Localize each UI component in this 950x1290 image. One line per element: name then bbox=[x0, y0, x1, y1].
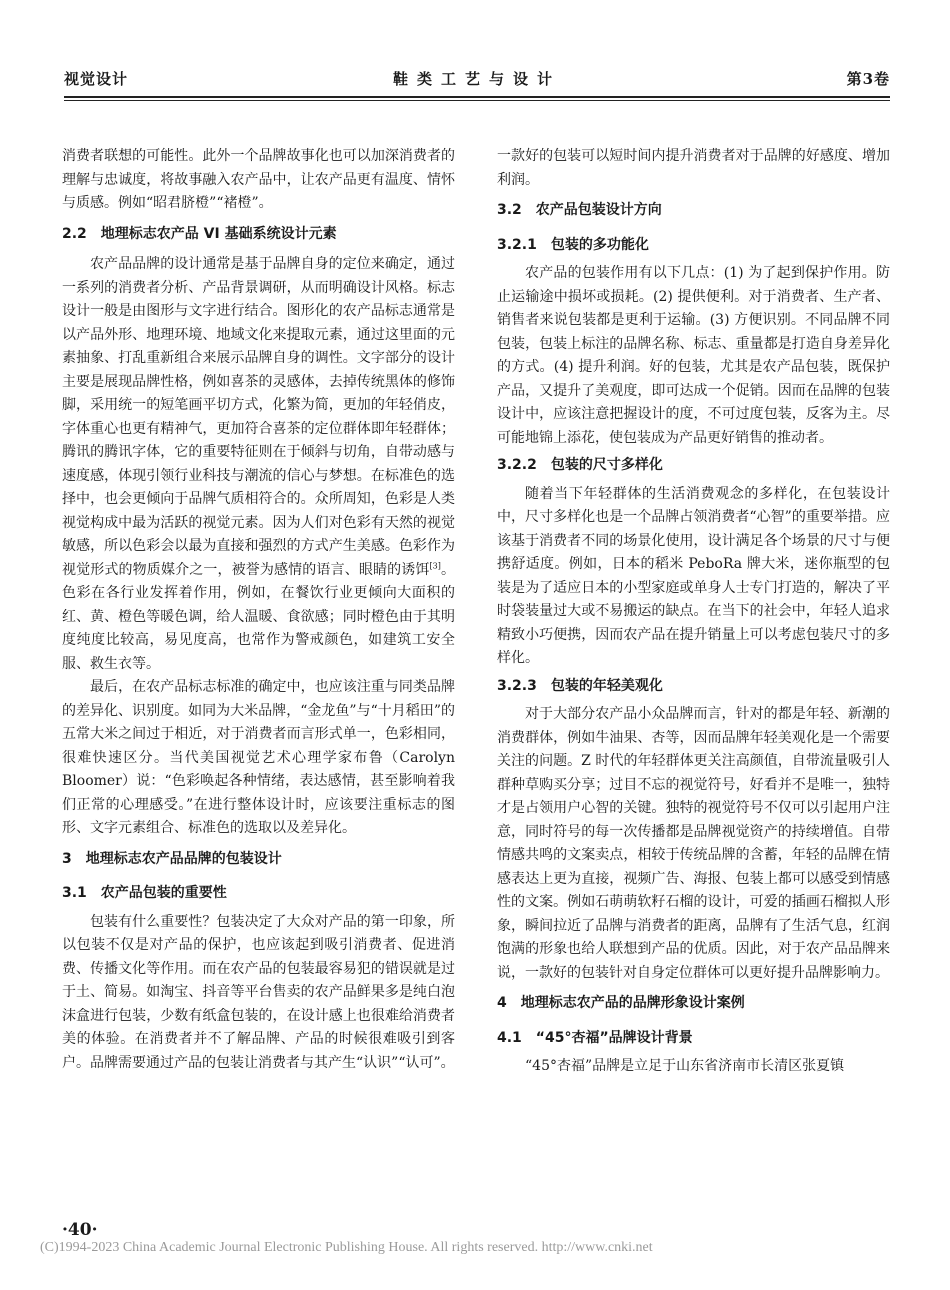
section-heading-4-1: 4.1 “45°杏福”品牌设计背景 bbox=[497, 1029, 693, 1046]
left-column bbox=[62, 145, 455, 1075]
paragraph-text: 农产品品牌的设计通常是基于品牌自身的定位来确定，通过一系列的消费者分析、产品背景调研，从而明确设计风格。标志设计一般是由图形与文字进行结合。图形化的农产品标志通常是以产品外形、地理环境、地域文化来提取元素，通过这里面的元素抽象、打乱重新组合来展示品牌自身的调性。文字部分的设计主要是展现品牌性格，例如喜茶的灵感体，去掉传统黑体的修饰脚，采用统一的短笔画平切方式，化繁为简，更加的年轻俏皮，字体重心也更有精神气，更加符合喜茶的定位群体即年轻群体；腾讯的腾讯字体，它的重要特征则在于倾斜与切角，自带动感与速度感，体现引领行业科技与潮流的信心与梦想。在标准色的选择中，也会更倾向于品牌气质相符合的。众所周知，色彩是人类视觉构成中最为活跃的视觉元素。因为人们对色彩有天然的视觉敏感，所以色彩会以最为直接和强烈的方式产生美感。色彩作为视觉形式的物质媒介之一，被誉为感情的语言、眼睛的诱饵 bbox=[62, 256, 455, 578]
section-heading-3-2-3: 3.2.3 包装的年轻美观化 bbox=[497, 677, 663, 694]
section-heading-3-2-2: 3.2.2 包装的尺寸多样化 bbox=[497, 457, 663, 473]
section-heading-3-2: 3.2 农产品包装设计方向 bbox=[497, 202, 662, 218]
header-rule-thick bbox=[64, 96, 890, 98]
header-section-label: 视觉设计 bbox=[64, 70, 129, 88]
page-number: ·40· bbox=[62, 1220, 98, 1240]
section-heading-3-1: 3.1 农产品包装的重要性 bbox=[62, 885, 227, 901]
paragraph: 随着当下年轻群体的生活消费观念的多样化，在包装设计中，尺寸多样化也是一个品牌占领消费者“心智”的重要举措。应该基于消费者不同的场景化使用，设计满足各个场景的尺寸与便携舒适度。例如，日本的稻米 PeboRa 牌大米，迷你瓶型的包装是为了适应日本的小型家庭或单身人士专门打造的，解决了平时袋装量过大或不易搬运的缺点。在当下的社会中，年轻人追求精致小巧便携，因而农产品在提升销量上可以考虑包装尺寸的多样化。 bbox=[497, 485, 890, 666]
header-journal-title: 鞋类工艺与设计 bbox=[392, 70, 561, 88]
paragraph: 包装有什么重要性？包装决定了大众对产品的第一印象，所以包装不仅是对产品的保护，也应该起到吸引消费者、促进消费、传播文化等作用。而在农产品的包装最容易犯的错误就是过于土、简易。如淘宝、抖音等平台售卖的农产品鲜果多是纯白泡沫盒进行包装，少数有纸盒包装的，在设计感上也很难给消费者美的体验。在消费者并不了解品牌、产品的时候很难吸引到客户。品牌需要通过产品的包装让消费者与其产生“认识”“认可”。 bbox=[62, 913, 455, 1071]
section-heading-4: 4 地理标志农产品的品牌形象设计案例 bbox=[497, 995, 745, 1011]
paragraph: 对于大部分农产品小众品牌而言，针对的都是年轻、新潮的消费群体，例如牛油果、杏等，因而品牌年轻美观化是一个需要关注的问题。Z 时代的年轻群体更关注高颜值，自带流量吸引人群种草购买分享；过目不忘的视觉符号，好看并不是唯一，独特才是占领用户心智的关键。独特的视觉符号不仅可以引起用户注意，同时符号的每一次传播都是品牌视觉资产的持续增值。自带情感共鸣的文案卖点，相较于传统品牌的含蓄，年轻的品牌在情感表达上更为直接，视频广告、海报、包装上都可以感受到情感性的文案。例如石萌萌软籽石榴的设计，可爱的插画石榴拟人形象，瞬间拉近了品牌与消费者的距离，品牌有了生活气息，红润饱满的形象也给人联想到产品的优质。因此，对于农产品品牌来说，一款好的包装针对自身定位群体可以更好提升品牌影响力。 bbox=[497, 706, 890, 981]
right-column bbox=[497, 145, 890, 1079]
paragraph bbox=[62, 253, 455, 676]
paragraph: 农产品的包装作用有以下几点：(1) 为了起到保护作用。防止运输途中损坏或损耗。(2) 提供便利。对于消费者、生产者、销售者来说包装都是更利于运输。(3) 方便识别。不同品牌不同包装，包装上标注的品牌名称、标志、重量都是打造自身差异化的方式。(4) 提升利润。好的包装，尤其是农产品包装，既保护产品，又提升了美观度，即可达成一个促销。因而在品牌的包装设计中，应该注意把握设计的度，不可过度包装，反客为主。尽可能地锦上添花，使包装成为产品更好销售的推动者。 bbox=[497, 265, 890, 446]
paragraph: 消费者联想的可能性。此外一个品牌故事化也可以加深消费者的理解与忠诚度，将故事融入农产品中，让农产品更有温度、情怀与质感。例如“昭君脐橙”“褚橙”。 bbox=[62, 148, 455, 211]
citation-ref[interactable]: [3] bbox=[429, 560, 441, 570]
paragraph: 最后，在农产品标志标准的确定中，也应该注重与同类品牌的差异化、识别度。如同为大米品牌，“金龙鱼”与“十月稻田”的五常大米之间过于相近，对于消费者而言形式单一，色彩相同，很难快速区分。当代美国视觉艺术心理学家布鲁（Carolyn Bloomer）说：“色彩唤起各种情绪，表达感情，甚至影响着我们正常的心理感受。”在进行整体设计时，应该要注重标志的图形、文字元素组合、标准色的选取以及差异化。 bbox=[62, 679, 455, 836]
section-heading-3: 3 地理标志农产品品牌的包装设计 bbox=[62, 850, 282, 867]
paragraph-text: 。色彩在各行业发挥着作用，例如，在餐饮行业更倾向大面积的红、黄、橙色等暖色调，给人温暖、食欲感；同时橙色由于其明度纯度比较高，易见度高，也常作为警戒颜色，如建筑工安全服、救生衣等。 bbox=[62, 561, 456, 672]
section-heading-2-2: 2.2 地理标志农产品 VI 基础系统设计元素 bbox=[62, 225, 337, 242]
header-rule-thin bbox=[64, 100, 890, 101]
paragraph: 一款好的包装可以短时间内提升消费者对于品牌的好感度、增加利润。 bbox=[497, 148, 890, 188]
header-volume: 第3卷 bbox=[846, 70, 890, 88]
running-header bbox=[64, 68, 890, 98]
paragraph: “45°杏福”品牌是立足于山东省济南市长清区张夏镇 bbox=[525, 1058, 845, 1074]
section-heading-3-2-1: 3.2.1 包装的多功能化 bbox=[497, 236, 649, 253]
copyright-footer: (C)1994-2023 China Academic Journal Electronic Publishing House. All rights reserved. http://www.cnki.net bbox=[40, 1240, 653, 1255]
